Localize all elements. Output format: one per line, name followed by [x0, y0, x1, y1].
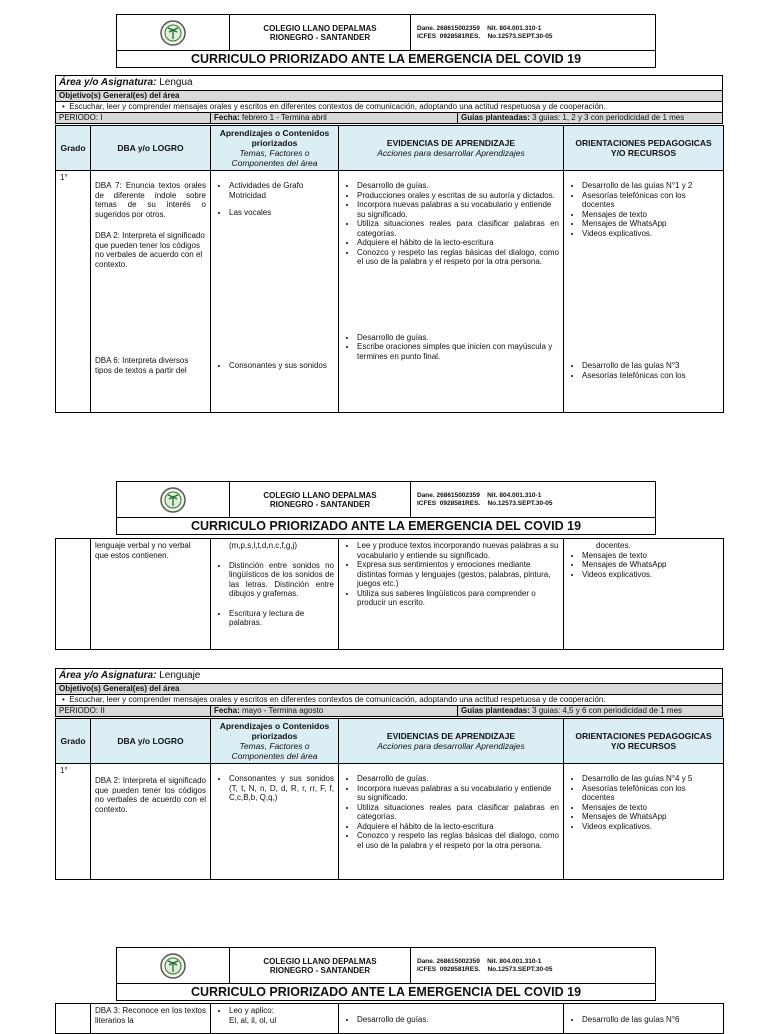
- col-evidencias: [339, 126, 564, 171]
- dba3-text: DBA 3: Reconoce en los textos literarios la: [95, 1006, 206, 1025]
- list-item: • Utiliza sus saberes lingüísticos para comprender o producir un escrito.: [357, 589, 559, 608]
- col-aprendizajes: [211, 719, 339, 764]
- list-item: • Desarrollo de guías.: [357, 1015, 559, 1025]
- school-location: RIONEGRO - SANTANDER: [269, 499, 371, 509]
- col-orientaciones: ORIENTACIONES PEDAGOGICAS Y/O RECURSOS: [564, 719, 724, 764]
- list-item: • Conozco y respeto las reglas básicas del dialogo, como el uso de la palabra y el respeto por la otra persona.: [357, 831, 559, 850]
- list-item: • Incorpora nuevas palabras a su vocabulario y entiende su significado.: [357, 784, 559, 803]
- list-item: • Desarrollo de las guías N°1 y 2: [582, 181, 719, 191]
- list-item: • Desarrollo de las guías N°6: [582, 1015, 719, 1025]
- col-evid-sub: Acciones para desarrollar Aprendizajes: [377, 741, 525, 751]
- orient-list-b: [568, 361, 719, 380]
- guias-value: 3 guias: 1, 2 y 3 con periodicidad de 1 mes: [529, 113, 685, 122]
- evid-list-b: [343, 333, 559, 362]
- list-item: • Desarrollo de las guías N°4 y 5: [582, 774, 719, 784]
- area-value: Lengua: [156, 77, 193, 88]
- school-codes-line2: ICFES 0928581RES. No.12573.SEPT.30-05: [417, 499, 553, 507]
- list-item: • Videos explicativos.: [582, 570, 719, 580]
- objetivo-text: Escuchar, leer y comprender mensajes orales y escritos en diferentes contextos de comunicación, adoptando una actitud respetuosa y de cooperación.: [69, 695, 606, 704]
- dba6-text: DBA 6: Interpreta diversos tipos de textos a partir del: [95, 356, 189, 375]
- list-item: • Asesorías telefónicas con los docentes: [582, 191, 719, 210]
- periodo-value: I: [98, 113, 103, 122]
- list-item: • Videos explicativos.: [582, 229, 719, 239]
- dba2-text: DBA 2: Interpreta el significado que pueden tener los códigos no verbales de acuerdo con el contexto.: [95, 776, 206, 814]
- area-label: Área y/o Asignatura:: [59, 670, 157, 681]
- school-name: COLEGIO LLANO DEPALMAS: [263, 23, 377, 33]
- list-item: • Desarrollo de guías.: [357, 774, 559, 784]
- list-item: • Adquiere el hábito de la lecto-escritura: [357, 238, 559, 248]
- list-item: • Mensajes de WhatsApp: [582, 812, 719, 822]
- guias-label: Guias planteadas:: [461, 113, 530, 122]
- list-item: • Desarrollo de guías.: [357, 333, 559, 343]
- col-dba: DBA y/o LOGRO: [91, 126, 211, 171]
- list-item: • Incorpora nuevas palabras a su vocabulario y entiende su significado.: [357, 200, 559, 219]
- school-codes-line1: Dane. 268615002359 Nit. 804.001.310-1: [417, 491, 542, 499]
- evid-list: [343, 1015, 559, 1025]
- orient-list-a: [568, 181, 719, 238]
- aprend-list-a: [215, 181, 334, 218]
- document-title: CURRICULO PRIORIZADO ANTE LA EMERGENCIA DEL COVID 19: [190, 985, 582, 999]
- aprend-cont-top: (m,p,s,l,t,d,n,c,f,g,j): [229, 541, 298, 550]
- aprend-sub: El, al, il, ol, ul: [229, 1015, 277, 1025]
- list-item: • Asesorías telefónicas con los: [582, 371, 719, 381]
- col-evid-sub: Acciones para desarrollar Aprendizajes: [377, 148, 525, 158]
- grado-cell: 1°: [56, 764, 91, 880]
- school-codes-line1: Dane. 268615002359 Nit. 804.001.310-1: [417, 957, 542, 965]
- document-title: CURRICULO PRIORIZADO ANTE LA EMERGENCIA DEL COVID 19: [190, 519, 582, 533]
- section2-info: Área y/o Asignatura: Lenguaje Objetivo(s) General(es) del área • Escuchar, leer y comprender mensajes orales y escritos en diferentes contextos de comunicación, adoptando una actitud respetuosa y de cooperación. PERIODO: II Fecha: mayo - Termina agosto Guias planteadas: 3 guias: 4,5 y 6 con periodicidad de 1 mes: [55, 668, 723, 717]
- evid-list: [343, 774, 559, 850]
- list-item: • Mensajes de WhatsApp: [582, 560, 719, 570]
- list-item: • Mensajes de texto: [582, 803, 719, 813]
- school-location: RIONEGRO - SANTANDER: [269, 965, 371, 975]
- area-value: Lenguaje: [156, 670, 201, 681]
- orient-list: [568, 774, 719, 831]
- curriculum-table-3: [55, 1003, 724, 1034]
- list-item: • Mensajes de WhatsApp: [582, 219, 719, 229]
- list-item: • Conozco y respeto las reglas básicas del dialogo, como el uso de la palabra y el respeto por la otra persona.: [357, 248, 559, 267]
- col-dba: DBA y/o LOGRO: [91, 719, 211, 764]
- aprend-cont-list: [215, 561, 334, 628]
- list-item: • Desarrollo de las guías N°3: [582, 361, 719, 371]
- col-aprend-title: Aprendizajes o Contenidos priorizados: [219, 721, 330, 741]
- fecha-label: Fecha:: [214, 113, 240, 122]
- grado-cell: 1°: [56, 171, 91, 413]
- curriculum-table-2: [55, 718, 724, 880]
- col-grado: Grado: [56, 126, 91, 171]
- periodo-value: II: [98, 706, 105, 715]
- school-logo: [117, 948, 230, 983]
- list-item: • Escritura y lectura de palabras.: [229, 609, 334, 628]
- list-item: • Leo y aplico:: [229, 1006, 334, 1016]
- dba2-text: DBA 2: Interpreta el significado que pueden tener los códigos no verbales de acuerdo con el contexto.: [95, 231, 205, 269]
- list-item: • Producciones orales y escritas de su autoría y dictados.: [357, 191, 559, 201]
- orient-cont-list: [568, 551, 719, 580]
- school-logo: [117, 15, 230, 50]
- curriculum-table-cont: [55, 538, 724, 650]
- school-codes-line1: Dane. 268615002359 Nit. 804.001.310-1: [417, 24, 542, 32]
- col-aprendizajes: [211, 126, 339, 171]
- document-title: CURRICULO PRIORIZADO ANTE LA EMERGENCIA DEL COVID 19: [190, 52, 582, 66]
- col-orientaciones: ORIENTACIONES PEDAGOGICAS Y/O RECURSOS: [564, 126, 724, 171]
- list-item: • Adquiere el hábito de la lecto-escritura: [357, 822, 559, 832]
- col-evidencias: [339, 719, 564, 764]
- page-header: [116, 947, 656, 1001]
- col-grado: Grado: [56, 719, 91, 764]
- page-header: [116, 481, 656, 535]
- list-item: • Asesorías telefónicas con los docentes: [582, 784, 719, 803]
- aprend-list: [215, 1006, 334, 1016]
- school-name: COLEGIO LLANO DEPALMAS: [263, 490, 377, 500]
- list-item: • Lee y produce textos incorporando nuevas palabras a su vocabulario y entiende su significado.: [357, 541, 559, 560]
- list-item: • Utiliza situaciones reales para clasificar palabras en categorías.: [357, 219, 559, 238]
- school-codes-line2: ICFES 0928581RES. No.12573.SEPT.30-05: [417, 965, 553, 973]
- list-item: • Distinción entre sonidos no lingüísticos de los sonidos de las letras. Distinción entre dibujos y grafemas.: [229, 561, 334, 599]
- list-item: • Consonantes y sus sonidos (T, t, N, n, D, d, R, r, rr, F, f, C,c,B,b, Q,q,): [229, 774, 334, 803]
- guias-label: Guias planteadas:: [461, 706, 530, 715]
- list-item: • Mensajes de texto: [582, 210, 719, 220]
- col-aprend-title: Aprendizajes o Contenidos priorizados: [219, 128, 330, 148]
- objetivo-label: Objetivo(s) General(es) del área: [59, 91, 180, 100]
- evid-list-a: [343, 181, 559, 267]
- orient-cont-top: docentes.: [596, 541, 631, 550]
- aprend-list-b: [215, 361, 334, 371]
- curriculum-table-1: [55, 125, 724, 413]
- orient-list: [568, 1015, 719, 1025]
- list-item: • Mensajes de texto: [582, 551, 719, 561]
- section1-info: Área y/o Asignatura: Lengua Objetivo(s) General(es) del área • Escuchar, leer y comprender mensajes orales y escritos en diferentes contextos de comunicación, adoptando una actitud respetuosa y de cooperación. PERIODO: I Fecha: febrero 1 - Termina abril Guias planteadas: 3 guias: 1, 2 y 3 con periodicidad de 1 mes: [55, 75, 723, 124]
- periodo-label: PERIODO:: [59, 113, 99, 122]
- fecha-value: febrero 1 - Termina abril: [239, 113, 327, 122]
- page-header: [116, 14, 656, 68]
- col-evid-title: EVIDENCIAS DE APRENDIZAJE: [386, 731, 516, 741]
- area-label: Área y/o Asignatura:: [59, 77, 157, 88]
- school-logo: [117, 482, 230, 517]
- list-item: • Videos explicativos.: [582, 822, 719, 832]
- list-item: • Expresa sus sentimientos y emociones mediante distintas formas y lenguajes (gestos, palabras, pintura, juegos etc.): [357, 560, 559, 589]
- fecha-value: mayo - Termina agosto: [239, 706, 324, 715]
- evid-cont-list: [343, 541, 559, 608]
- col-evid-title: EVIDENCIAS DE APRENDIZAJE: [386, 138, 516, 148]
- fecha-label: Fecha:: [214, 706, 240, 715]
- col-aprend-sub: Temas, Factores o Componentes del área: [231, 741, 318, 761]
- list-item: • Actividades de Grafo Motricidad: [229, 181, 334, 200]
- school-codes-line2: ICFES 0928581RES. No.12573.SEPT.30-05: [417, 32, 553, 40]
- dba6-cont-text: lenguaje verbal y no verbal que estos contienen.: [95, 541, 191, 560]
- dba7-text: DBA 7: Enuncia textos orales de diferente índole sobre temas de su interés o sugeridos por otros.: [95, 181, 206, 219]
- objetivo-label: Objetivo(s) General(es) del área: [59, 684, 180, 693]
- school-location: RIONEGRO - SANTANDER: [269, 32, 371, 42]
- col-aprend-sub: Temas, Factores o Componentes del área: [231, 148, 318, 168]
- list-item: • Utiliza situaciones reales para clasificar palabras en categorías.: [357, 803, 559, 822]
- objetivo-text: Escuchar, leer y comprender mensajes orales y escritos en diferentes contextos de comunicación, adoptando una actitud respetuosa y de cooperación.: [69, 102, 606, 111]
- list-item: • Consonantes y sus sonidos: [229, 361, 334, 371]
- school-name: COLEGIO LLANO DEPALMAS: [263, 956, 377, 966]
- list-item: • Escribe oraciones simples que inicien con mayúscula y termines en punto final.: [357, 342, 559, 361]
- list-item: • Desarrollo de guías.: [357, 181, 559, 191]
- guias-value: 3 guias: 4,5 y 6 con periodicidad de 1 mes: [529, 706, 683, 715]
- periodo-label: PERIODO:: [59, 706, 99, 715]
- list-item: • Las vocales: [229, 208, 334, 218]
- aprend-list: [215, 774, 334, 803]
